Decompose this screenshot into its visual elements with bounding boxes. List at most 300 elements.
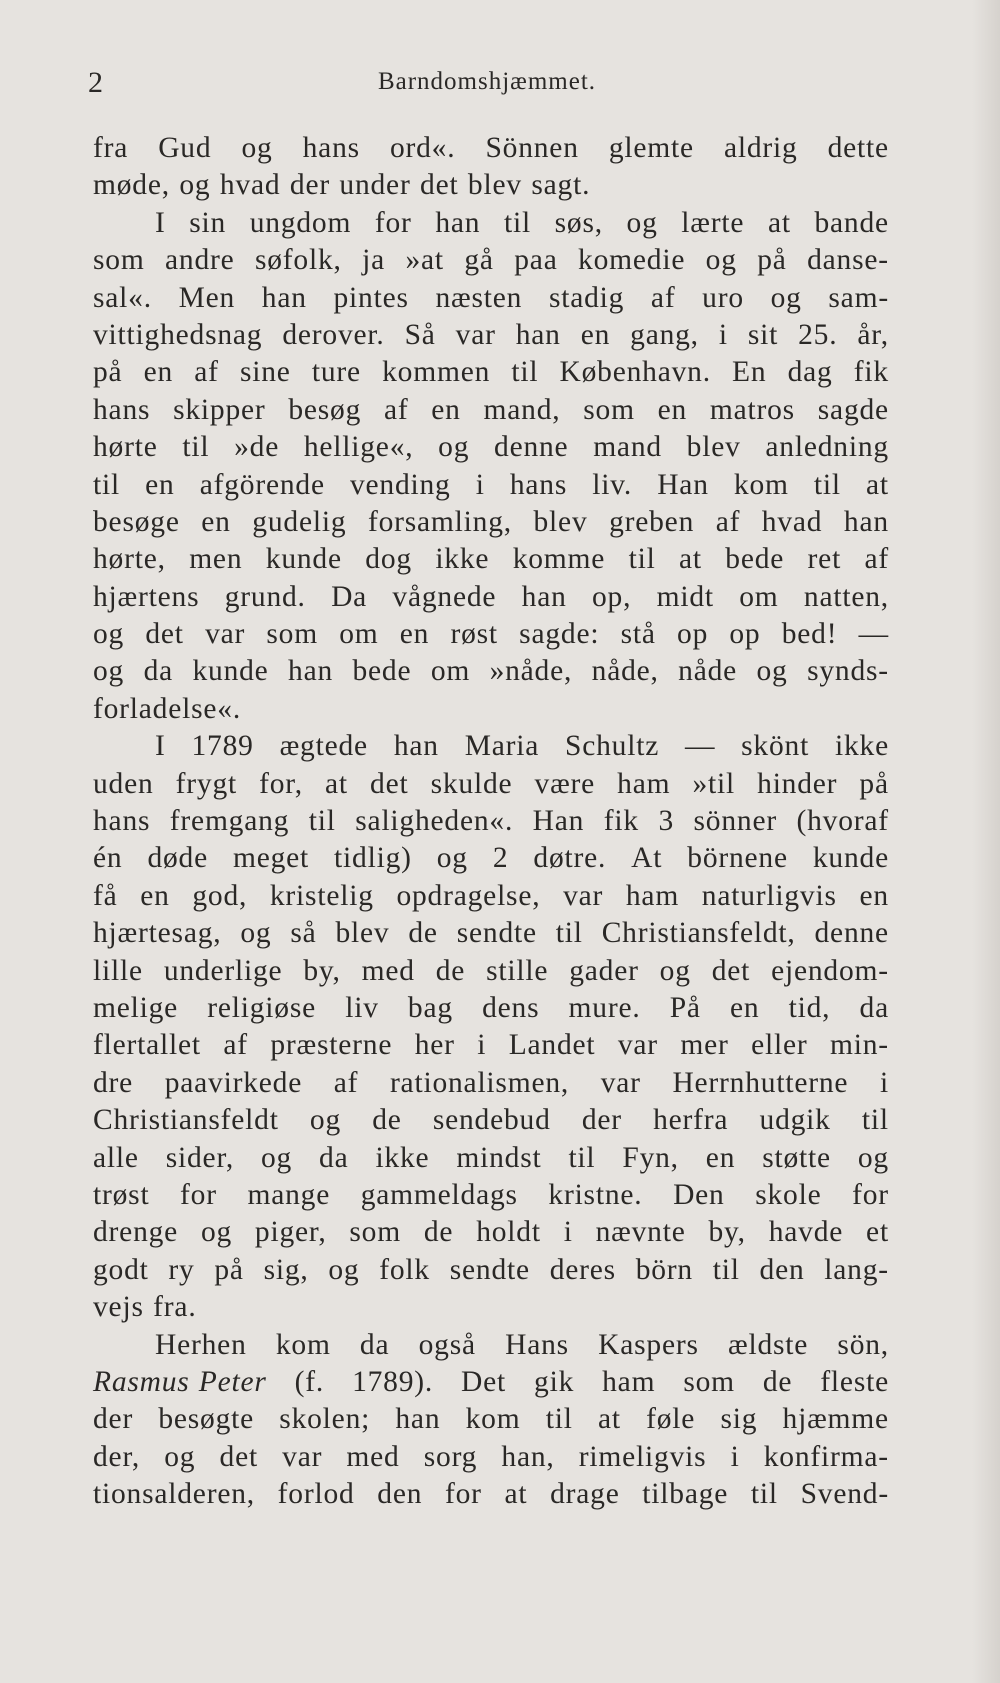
word: at: [678, 543, 702, 576]
word: Landet: [508, 1029, 596, 1062]
word: i: [718, 318, 728, 351]
word: det: [711, 954, 751, 987]
word: i: [477, 1029, 487, 1062]
text-line: [93, 1179, 889, 1216]
word: mange: [247, 1178, 331, 1211]
word: til: [861, 1104, 889, 1137]
word: herfra: [653, 1104, 729, 1137]
word: af: [333, 1066, 359, 1099]
word: midt: [656, 580, 714, 613]
word: uro: [702, 281, 744, 314]
word: skolen;: [279, 1403, 371, 1436]
word: gudelig: [252, 505, 347, 538]
word: denne: [814, 917, 889, 950]
word: til: [545, 1403, 573, 1436]
word: med: [361, 954, 415, 987]
chapter-title: Barndomshjæmmet.: [377, 68, 597, 95]
word: København.: [559, 356, 711, 389]
word: om: [430, 655, 471, 688]
word: de: [762, 1365, 793, 1398]
word: kunde: [192, 655, 269, 688]
word: Gud: [158, 132, 212, 164]
word: fra.: [153, 1291, 197, 1324]
word: 1789).: [352, 1365, 434, 1398]
word: forladelse«.: [93, 692, 242, 725]
word: kunde: [812, 842, 889, 875]
word: år,: [857, 318, 889, 351]
text-line: [93, 1441, 889, 1478]
word: blev: [467, 169, 522, 202]
word: den: [759, 1253, 805, 1286]
word: og: [438, 431, 470, 464]
word: 3: [658, 805, 674, 838]
word: kom: [465, 1403, 521, 1436]
word: på: [859, 767, 889, 800]
word: næsten: [435, 281, 523, 314]
word: Han: [532, 805, 585, 838]
word: det: [145, 618, 184, 651]
word: en: [145, 468, 175, 501]
word: for: [852, 1178, 889, 1211]
word: hvad: [761, 505, 823, 538]
word: Rasmus Peter: [93, 1365, 267, 1398]
word: hans: [302, 132, 360, 164]
word: var: [600, 1066, 641, 1099]
word: drenge: [93, 1216, 179, 1249]
word: én: [93, 842, 123, 875]
word: de: [408, 917, 438, 950]
word: matros: [709, 393, 795, 426]
word: og: [659, 954, 691, 987]
word: ældste: [728, 1328, 809, 1361]
word: som: [93, 244, 145, 277]
word: by,: [708, 1216, 746, 1249]
word: stille: [486, 954, 549, 987]
word: kom: [733, 468, 789, 501]
word: kommen: [382, 356, 491, 389]
word: mand: [593, 431, 662, 464]
word: En: [732, 356, 767, 389]
word: anledning: [765, 431, 889, 464]
text-line: [93, 1029, 889, 1066]
word: som: [683, 1365, 735, 1398]
word: by,: [303, 954, 341, 987]
text-line: [93, 1478, 889, 1515]
word: glemte: [608, 132, 694, 164]
word: en: [143, 356, 174, 389]
word: til: [182, 431, 210, 464]
word: røst: [450, 618, 498, 651]
word: pintes: [333, 281, 409, 314]
text-line: [93, 1067, 889, 1104]
word: (f.: [294, 1365, 325, 1398]
word: og: [756, 655, 788, 688]
word: 1789: [191, 730, 254, 763]
word: skönt: [741, 730, 810, 763]
word: præsterne: [270, 1029, 393, 1062]
text-line: [93, 880, 889, 917]
word: Fyn,: [622, 1141, 679, 1174]
word: som: [349, 1216, 401, 1249]
word: »til: [692, 767, 736, 800]
word: han: [395, 1403, 441, 1436]
word: vejs: [93, 1291, 144, 1324]
word: stå: [620, 618, 656, 651]
word: kristelig: [269, 879, 374, 912]
word: også: [418, 1328, 476, 1361]
word: besøge: [93, 505, 180, 538]
word: kristne.: [548, 1178, 643, 1211]
word: grund.: [224, 580, 306, 613]
word: bag: [407, 991, 453, 1024]
word: stadig: [548, 281, 625, 314]
text-line: [93, 244, 889, 281]
word: danse-: [807, 244, 889, 277]
word: her: [414, 1029, 455, 1062]
word: deres: [549, 1253, 616, 1286]
word: sendte: [449, 1253, 530, 1286]
word: dens: [482, 991, 540, 1024]
word: af: [194, 356, 219, 389]
word: der,: [93, 1440, 141, 1473]
word: sönner: [693, 805, 777, 838]
text-line: [93, 1403, 889, 1440]
word: forsamling,: [367, 505, 512, 538]
word: var: [563, 879, 604, 912]
word: eller: [751, 1029, 808, 1062]
word: og: [626, 206, 658, 239]
word: af: [383, 393, 409, 426]
word: fleste: [820, 1365, 889, 1398]
word: fra: [93, 132, 129, 164]
word: sig,: [263, 1253, 309, 1286]
word: om: [739, 580, 779, 613]
text-line: [93, 655, 889, 692]
word: natten,: [803, 580, 889, 613]
word: religiøse: [207, 991, 317, 1024]
word: han: [521, 580, 567, 613]
word: søfolk,: [254, 244, 342, 277]
word: paa: [514, 244, 558, 277]
word: og: [179, 169, 211, 202]
word: til: [813, 468, 841, 501]
word: vittighedsnag: [93, 318, 263, 351]
word: og: [240, 917, 272, 950]
word: var: [282, 1440, 323, 1473]
word: aldrig: [723, 132, 798, 164]
word: ham: [602, 1365, 656, 1398]
word: frygt: [175, 767, 237, 800]
word: drage: [550, 1478, 620, 1511]
word: derover.: [282, 318, 385, 351]
word: sin: [189, 206, 227, 239]
word: 25.: [798, 318, 838, 351]
text-line: [93, 842, 889, 879]
word: I: [155, 206, 166, 239]
word: holdt: [476, 1216, 541, 1249]
word: om: [339, 618, 379, 651]
word: ret: [807, 543, 842, 576]
word: så: [290, 917, 317, 950]
word: sider,: [165, 1141, 235, 1174]
word: af: [223, 1029, 248, 1062]
text-line: [93, 1291, 889, 1328]
word: af: [864, 543, 889, 576]
word: der: [581, 1104, 622, 1137]
word: Svend-: [800, 1478, 889, 1511]
word: han: [435, 206, 481, 239]
word: i: [879, 1066, 889, 1099]
text-line: [93, 1329, 889, 1366]
word: og: [241, 132, 273, 164]
word: at: [325, 767, 348, 800]
word: en: [431, 393, 461, 426]
word: bede: [725, 543, 785, 576]
text-line: [93, 1104, 889, 1141]
word: sig: [720, 1403, 758, 1436]
word: ægtede: [279, 730, 368, 763]
word: i: [563, 1216, 573, 1249]
word: døtre.: [533, 842, 607, 875]
word: var: [617, 1029, 658, 1062]
text-line: [93, 955, 889, 992]
word: og: [93, 655, 125, 688]
word: for: [180, 1178, 217, 1211]
word: alle: [93, 1141, 139, 1174]
word: tilbage: [642, 1478, 729, 1511]
word: meget: [232, 842, 310, 875]
word: og: [705, 244, 737, 277]
word: et: [866, 1216, 889, 1249]
word: godt: [93, 1253, 149, 1286]
word: og: [93, 618, 125, 651]
word: folk: [379, 1253, 430, 1286]
word: og: [857, 1141, 889, 1174]
word: skole: [755, 1178, 822, 1211]
word: hørte,: [93, 543, 166, 576]
text-line: [93, 506, 889, 543]
word: fremgang: [169, 805, 290, 838]
word: i: [730, 1440, 740, 1473]
word: og: [261, 1141, 293, 1174]
word: bede: [352, 655, 412, 688]
word: min-: [829, 1029, 889, 1062]
word: de: [372, 1104, 402, 1137]
text-line: [93, 693, 889, 730]
word: en: [657, 393, 688, 426]
word: at: [767, 206, 791, 239]
word: (hvoraf: [796, 805, 889, 838]
word: nåde,: [591, 655, 659, 688]
word: Han: [657, 468, 709, 501]
word: sine: [239, 356, 291, 389]
word: liv.: [592, 468, 633, 501]
text-line: [93, 132, 889, 169]
running-head: [88, 64, 886, 104]
word: På: [669, 991, 701, 1024]
word: en: [140, 879, 170, 912]
word: trøst: [93, 1178, 150, 1211]
word: hjæmme: [782, 1403, 889, 1436]
word: ikke: [375, 1141, 430, 1174]
word: til: [511, 356, 539, 389]
word: sagde: [817, 393, 889, 426]
word: han: [288, 655, 334, 688]
word: blev: [686, 431, 741, 464]
text-line: [93, 169, 889, 206]
word: nævnte: [595, 1216, 686, 1249]
word: til: [308, 805, 336, 838]
word: god,: [192, 879, 248, 912]
word: da: [359, 1328, 390, 1361]
page-number: 2: [88, 66, 103, 99]
word: forlod: [277, 1478, 355, 1511]
word: Schultz: [565, 730, 660, 763]
word: nåde: [678, 655, 738, 688]
word: sön,: [837, 1328, 889, 1361]
text-line: [93, 992, 889, 1029]
word: til: [628, 543, 656, 576]
word: døde: [147, 842, 208, 875]
word: på: [757, 244, 787, 277]
word: liv: [345, 991, 379, 1024]
word: og: [200, 1216, 233, 1249]
word: til: [750, 1478, 778, 1511]
word: ja: [362, 244, 386, 277]
word: det: [219, 1440, 258, 1473]
word: uden: [93, 767, 154, 800]
word: til: [93, 468, 120, 501]
word: Maria: [464, 730, 540, 763]
word: han: [515, 318, 561, 351]
word: få: [93, 879, 118, 912]
word: underlige: [163, 954, 283, 987]
word: da: [319, 1141, 349, 1174]
word: greben: [609, 505, 695, 538]
word: der: [93, 1403, 134, 1436]
word: til: [555, 917, 583, 950]
word: hans: [93, 393, 151, 426]
text-line: [93, 394, 889, 431]
word: tidlig): [334, 842, 412, 875]
word: op: [677, 618, 709, 651]
word: til: [568, 1141, 596, 1174]
word: »nåde,: [489, 655, 573, 688]
word: op,: [591, 580, 632, 613]
word: lærte: [681, 206, 745, 239]
word: saligheden«.: [355, 805, 514, 838]
word: I: [155, 730, 166, 763]
word: gammeldags: [360, 1178, 518, 1211]
word: vågnede: [392, 580, 497, 613]
word: bande: [814, 206, 889, 239]
word: ture: [311, 356, 361, 389]
text-line: [93, 581, 889, 618]
word: og: [770, 281, 802, 314]
text-line: [93, 618, 889, 655]
word: komedie: [578, 244, 686, 277]
word: ejendom-: [771, 954, 889, 987]
word: sendte: [456, 917, 537, 950]
word: lang-: [824, 1253, 889, 1286]
word: støtte: [762, 1141, 831, 1174]
word: var: [205, 618, 246, 651]
word: ord«.: [389, 132, 456, 164]
word: havde: [768, 1216, 844, 1249]
word: udgik: [759, 1104, 831, 1137]
word: i: [475, 468, 485, 501]
text-line: [93, 356, 889, 393]
word: han,: [501, 1440, 555, 1473]
word: sit: [747, 318, 779, 351]
word: være: [534, 767, 596, 800]
word: en: [705, 1141, 736, 1174]
word: fik: [853, 356, 889, 389]
word: vending: [349, 468, 451, 501]
word: at: [866, 468, 889, 501]
text-line: [93, 469, 889, 506]
word: bed!: [781, 618, 838, 651]
word: flertallet: [93, 1029, 201, 1062]
word: tid,: [788, 991, 831, 1024]
word: op: [729, 618, 761, 651]
word: denne: [494, 431, 569, 464]
word: af: [715, 505, 741, 538]
word: kunde: [265, 543, 342, 576]
word: rationalismen,: [389, 1066, 570, 1099]
word: Herrnhutterne: [672, 1066, 849, 1099]
word: »de: [234, 431, 280, 464]
word: dette: [827, 132, 889, 164]
word: en: [730, 991, 760, 1024]
word: Hans: [505, 1328, 569, 1361]
text-line: [93, 207, 889, 244]
word: synds-: [807, 655, 889, 688]
text-line: [93, 282, 889, 319]
word: tionsalderen,: [93, 1478, 255, 1511]
word: hans: [509, 468, 568, 501]
word: søs,: [554, 206, 603, 239]
text-line: [93, 1254, 889, 1291]
word: hvad: [219, 169, 281, 202]
word: Christiansfeldt,: [601, 917, 796, 950]
word: fik: [603, 805, 639, 838]
word: Den: [673, 1178, 725, 1211]
word: 2: [492, 842, 509, 875]
word: mure.: [568, 991, 641, 1024]
word: da: [143, 655, 174, 688]
word: sagde:: [519, 618, 600, 651]
word: blev: [533, 505, 588, 538]
word: føle: [646, 1403, 696, 1436]
text-line: [93, 805, 889, 842]
word: Sönnen: [485, 132, 579, 164]
word: gader: [569, 954, 639, 987]
word: andre: [165, 244, 235, 277]
word: besøgte: [158, 1403, 255, 1436]
word: »at: [405, 244, 444, 277]
word: opdragelse,: [396, 879, 541, 912]
word: hjærtesag,: [93, 917, 222, 950]
word: ungdom: [249, 206, 352, 239]
word: melige: [93, 991, 179, 1024]
word: han: [261, 281, 307, 314]
word: der: [289, 169, 330, 202]
word: ham: [625, 879, 680, 912]
word: det: [370, 767, 409, 800]
text-line: [93, 431, 889, 468]
word: dre: [93, 1066, 134, 1099]
